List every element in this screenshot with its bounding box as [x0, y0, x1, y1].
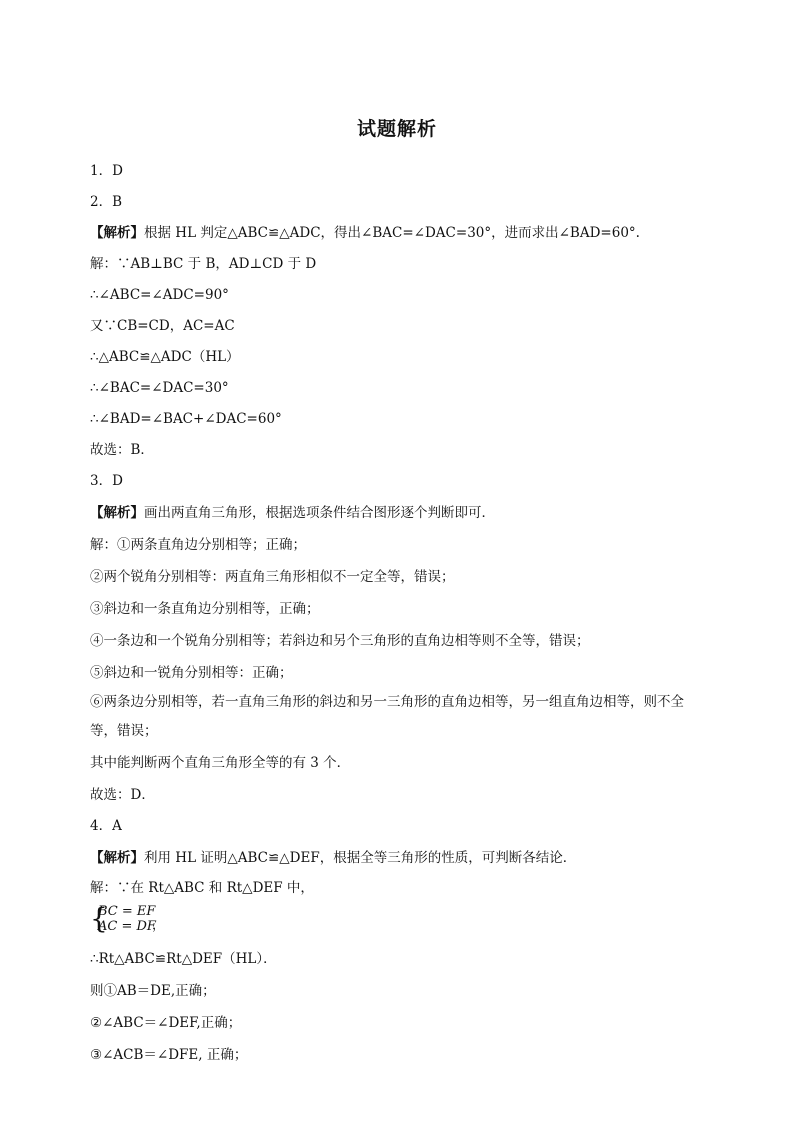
- solution-line: 解：∵在 Rt△ABC 和 Rt△DEF 中，: [90, 880, 314, 896]
- choice-line: 故选：B．: [90, 442, 154, 458]
- solution-line: ∴∠BAD=∠BAC+∠DAC=60°: [90, 411, 282, 427]
- page-title: 试题解析: [356, 118, 437, 140]
- solution-line: 又∵CB=CD，AC=AC: [90, 318, 235, 334]
- analysis-tag: 【解析】: [90, 505, 144, 521]
- analysis-tag: 【解析】: [90, 850, 144, 866]
- solution-line: 等，错误；: [90, 723, 158, 739]
- solution-line: ∴∠ABC=∠ADC=90°: [90, 287, 229, 303]
- analysis-line: 【解析】画出两直角三角形，根据选项条件结合图形逐个判断即可．: [90, 505, 495, 521]
- equation-1: BC = EF: [98, 904, 156, 919]
- solution-line: 则①AB＝DE,正确；: [90, 983, 216, 999]
- analysis-line: 【解析】利用 HL 证明△ABC≌△DEF，根据全等三角形的性质，可判断各结论．: [90, 850, 577, 866]
- solution-line: ③斜边和一条直角边分别相等，正确；: [90, 601, 320, 617]
- solution-line: ②∠ABC＝∠DEF,正确；: [90, 1015, 242, 1031]
- solution-line: ②两个锐角分别相等：两直角三角形相似不一定全等，错误；: [90, 569, 455, 585]
- solution-line: ⑥两条边分别相等，若一直角三角形的斜边和另一三角形的直角边相等，另一组直角边相等，则不全: [90, 694, 684, 710]
- solution-line: 解：①两条直角边分别相等；正确；: [90, 537, 306, 553]
- choice-line: 故选：D．: [90, 787, 155, 803]
- solution-line: ③∠ACB＝∠DFE, 正确；: [90, 1047, 248, 1063]
- solution-line: ④一条边和一个锐角分别相等；若斜边和另个三角形的直角边相等则不全等，错误；: [90, 633, 590, 649]
- solution-line: 解：∵AB⊥BC 于 B，AD⊥CD 于 D: [90, 256, 317, 272]
- answer-line: 1．D: [90, 163, 123, 179]
- analysis-line: 【解析】根据 HL 判定△ABC≌△ADC，得出∠BAC=∠DAC=30°，进而求出∠BAD=60°.: [90, 225, 640, 241]
- brace-symbol: {: [90, 902, 108, 935]
- solution-line: ∴△ABC≌△ADC（HL）: [90, 349, 240, 365]
- solution-line: ⑤斜边和一锐角分别相等：正确；: [90, 665, 293, 681]
- equation-punct: ，: [152, 918, 166, 933]
- solution-line: 其中能判断两个直角三角形全等的有 3 个．: [90, 755, 351, 771]
- equation-2: AC = DF: [98, 919, 156, 934]
- analysis-tag: 【解析】: [90, 225, 144, 241]
- solution-line: ∴∠BAC=∠DAC=30°: [90, 380, 229, 396]
- answer-line: 3．D: [90, 473, 123, 489]
- answer-line: 2．B: [90, 194, 123, 210]
- answer-line: 4．A: [90, 818, 122, 834]
- solution-line: ∴Rt△ABC≌Rt△DEF（HL）．: [90, 951, 277, 967]
